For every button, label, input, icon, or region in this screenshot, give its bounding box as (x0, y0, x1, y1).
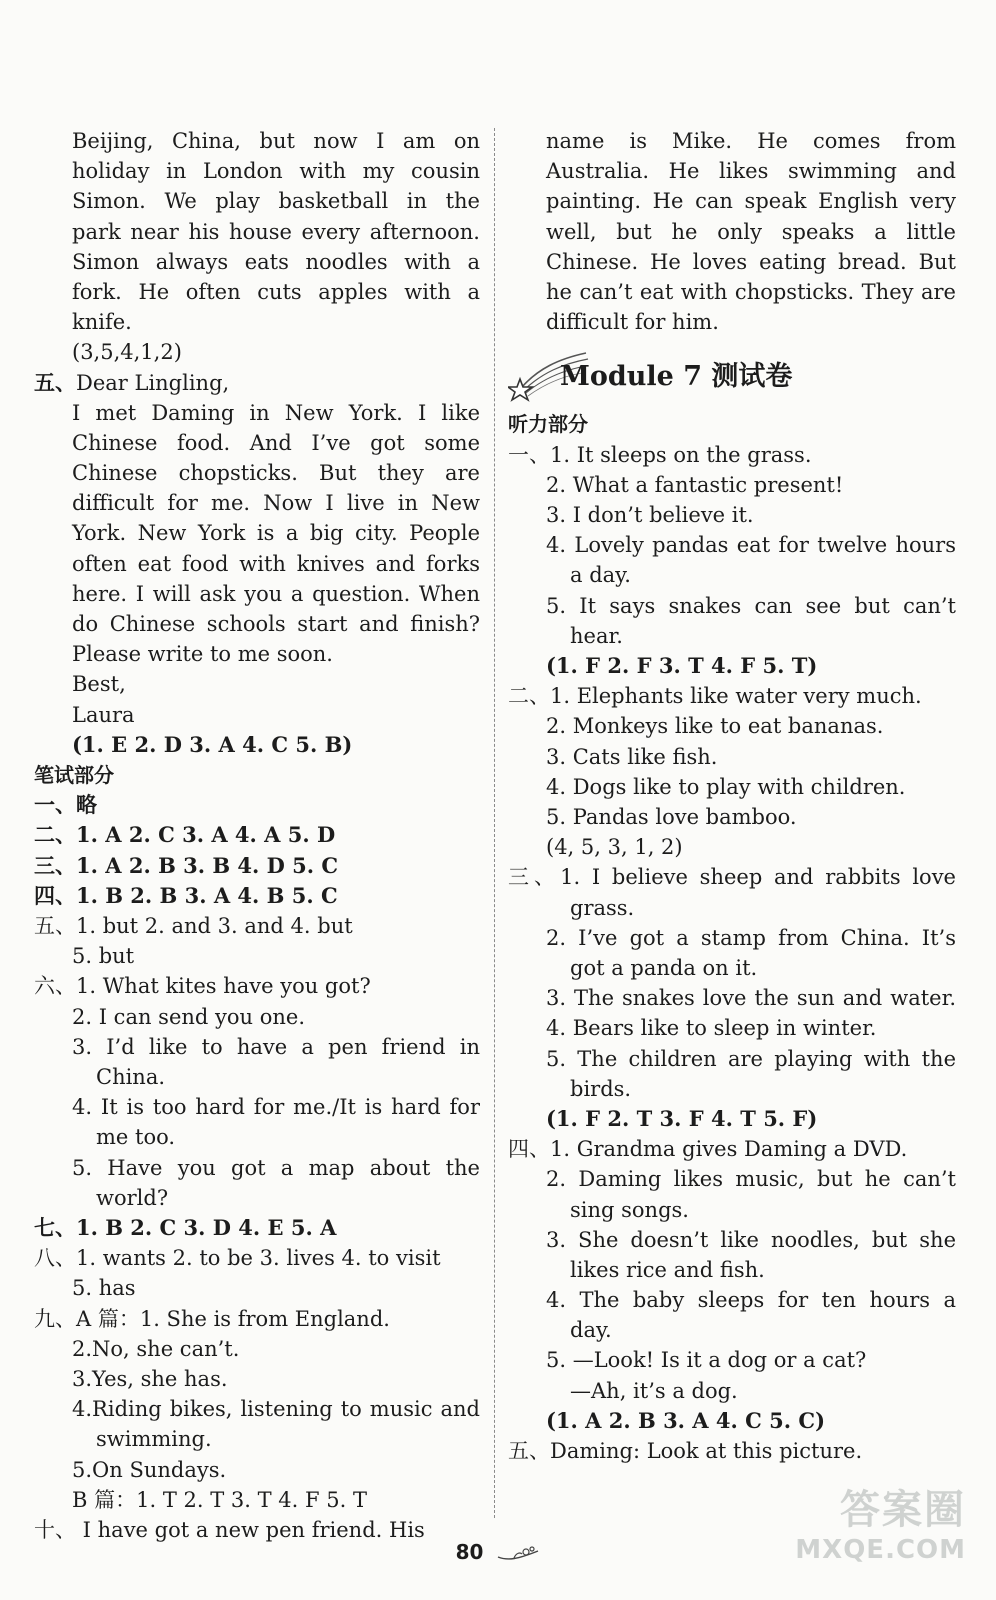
answer-line: 4. Lovely pandas eat for twelve hours (546, 533, 956, 558)
answer-line: 3. I’d like to have a pen friend in (72, 1034, 480, 1059)
answer-line: likes rice and fish. (570, 1257, 765, 1282)
section-heading-written: 笔试部分 (34, 763, 114, 788)
page-number: 80 (455, 1540, 484, 1564)
text-line: name is Mike. He comes from (546, 129, 956, 153)
letter-signer: Laura (72, 702, 135, 727)
answer-line: 七、1. B 2. C 3. D 4. E 5. A (34, 1215, 337, 1241)
answer-line: 2. Monkeys like to eat bananas. (546, 714, 884, 739)
answer-line: 八、1. wants 2. to be 3. lives 4. to visit (34, 1246, 441, 1271)
answer-line: 五、1. but 2. and 3. and 4. but (34, 914, 353, 939)
answer-line: 五、Daming: Look at this picture. (508, 1439, 863, 1464)
answer-line: 3. She doesn’t like noodles, but she (546, 1227, 956, 1252)
letter-line: I met Daming in New York. I like (72, 400, 480, 425)
text-line: Chinese. He loves eating bread. But (546, 249, 956, 274)
answer-line: (1. E 2. D 3. A 4. C 5. B) (72, 731, 353, 757)
answer-line: 2. I’ve got a stamp from China. It’s (546, 925, 956, 950)
answer-line: hear. (570, 623, 623, 648)
text-line: park near his house every afternoon. (72, 219, 480, 244)
answer-line: 2. Daming likes music, but he can’t (546, 1167, 956, 1192)
answer-line: 5. has (72, 1276, 136, 1301)
answer-line: 九、A 篇：1. She is from England. (34, 1306, 390, 1331)
text-line: Australia. He likes swimming and (546, 159, 956, 184)
answer-line: swimming. (96, 1427, 212, 1452)
answer-line: 5. Have you got a map about the (72, 1155, 480, 1180)
answer-line: 4. Bears like to sleep in winter. (546, 1016, 877, 1041)
answer-line: —Ah, it’s a dog. (570, 1378, 738, 1403)
answer-line: 二、1. Elephants like water very much. (508, 684, 922, 709)
letter-line: often eat food with knives and forks (72, 551, 480, 576)
answer-line: 十、 I have got a new pen friend. His (34, 1518, 425, 1543)
answer-line: 三、1. I believe sheep and rabbits love (508, 865, 956, 890)
watermark (776, 1478, 966, 1578)
answer-line: 一、1. It sleeps on the grass. (508, 442, 812, 467)
answer-line: 一、略 (34, 792, 97, 818)
letter-line: Please write to me soon. (72, 642, 333, 667)
letter-greeting: Dear Lingling, (76, 370, 230, 395)
answer-line: 3.Yes, she has. (72, 1367, 228, 1392)
answer-line: 5. Pandas love bamboo. (546, 804, 797, 829)
left-column (34, 126, 480, 1545)
letter-line: Chinese food. And I’ve got some (72, 430, 480, 455)
text-line: Simon. We play basketball in the (72, 189, 480, 214)
letter-line: here. I will ask you a question. When (72, 581, 480, 606)
section-5-first-line (34, 368, 480, 398)
text-line: well, but he only speaks a little (546, 219, 956, 244)
answer-line: a day. (570, 563, 631, 588)
answer-line: 5.On Sundays. (72, 1457, 227, 1482)
answer-line: 5. —Look! Is it a dog or a cat? (546, 1348, 867, 1373)
letter-line: York. New York is a big city. People (72, 521, 480, 546)
answer-line: 2.No, she can’t. (72, 1336, 240, 1361)
answer-line: 2. I can send you one. (72, 1004, 305, 1029)
text-line: knife. (72, 310, 132, 335)
flower-ornament-icon (496, 1543, 540, 1565)
answer-line: sing songs. (570, 1197, 689, 1222)
answer-line: 4. It is too hard for me./It is hard for (72, 1095, 480, 1120)
answer-line: got a panda on it. (570, 955, 758, 980)
answer-line: (1. F 2. F 3. T 4. F 5. T) (546, 652, 818, 678)
text-line: Simon always eats noodles with a (72, 249, 480, 274)
answer-line: 5. but (72, 944, 135, 969)
answer-line: 4.Riding bikes, listening to music and (72, 1397, 480, 1422)
answer-line: 四、1. B 2. B 3. A 4. B 5. C (34, 882, 338, 908)
answer-line: birds. (570, 1076, 632, 1101)
answer-line: 二、1. A 2. C 3. A 4. A 5. D (34, 822, 336, 848)
answer-line: 3. The snakes love the sun and water. (546, 986, 956, 1011)
answer-line: 3. Cats like fish. (546, 744, 718, 769)
letter-line: difficult for me. Now I live in New (72, 491, 480, 516)
text-line: difficult for him. (546, 310, 719, 335)
answer-line: (3,5,4,1,2) (72, 340, 182, 365)
answer-line: 2. What a fantastic present! (546, 472, 844, 497)
answer-line: China. (96, 1065, 166, 1090)
answer-line: me too. (96, 1125, 176, 1150)
letter-closing: Best, (72, 672, 126, 697)
right-column (508, 126, 956, 1466)
answer-line: day. (570, 1318, 612, 1343)
module-title-text: Module 7 测试卷 (560, 361, 793, 393)
answer-line: 5. It says snakes can see but can’t (546, 593, 956, 618)
answer-line: 四、1. Grandma gives Daming a DVD. (508, 1137, 908, 1162)
text-line: holiday in London with my cousin (72, 159, 480, 184)
answer-line: 六、1. What kites have you got? (34, 974, 371, 999)
section-label: 五、 (34, 369, 76, 395)
answer-line: (1. F 2. T 3. F 4. T 5. F) (546, 1105, 818, 1131)
section-heading-listening: 听力部分 (508, 412, 588, 437)
answer-line: 5. The children are playing with the (546, 1046, 956, 1071)
watermark-bottom: MXQE.COM (795, 1535, 966, 1565)
text-line: fork. He often cuts apples with a (72, 279, 480, 304)
answer-line: B 篇：1. T 2. T 3. T 4. F 5. T (72, 1487, 367, 1512)
text-line: he can’t eat with chopsticks. They are (546, 279, 956, 304)
letter-line: Chinese chopsticks. But they are (72, 461, 480, 486)
watermark-top: 答案圈 (840, 1487, 966, 1533)
answer-line: 4. Dogs like to play with children. (546, 774, 906, 799)
module-title (508, 347, 956, 407)
answer-line: 4. The baby sleeps for ten hours a (546, 1288, 956, 1313)
text-line: Beijing, China, but now I am on (72, 129, 480, 153)
answer-line: (4, 5, 3, 1, 2) (546, 835, 683, 860)
text-line: painting. He can speak English very (546, 189, 956, 214)
answer-line: 3. I don’t believe it. (546, 502, 754, 527)
answer-line: world? (96, 1185, 169, 1210)
letter-line: do Chinese schools start and finish? (72, 612, 480, 637)
column-divider (494, 128, 495, 1518)
answer-line: grass. (570, 895, 635, 920)
answer-line: (1. A 2. B 3. A 4. C 5. C) (546, 1407, 826, 1433)
answer-line: 三、1. A 2. B 3. B 4. D 5. C (34, 852, 339, 878)
